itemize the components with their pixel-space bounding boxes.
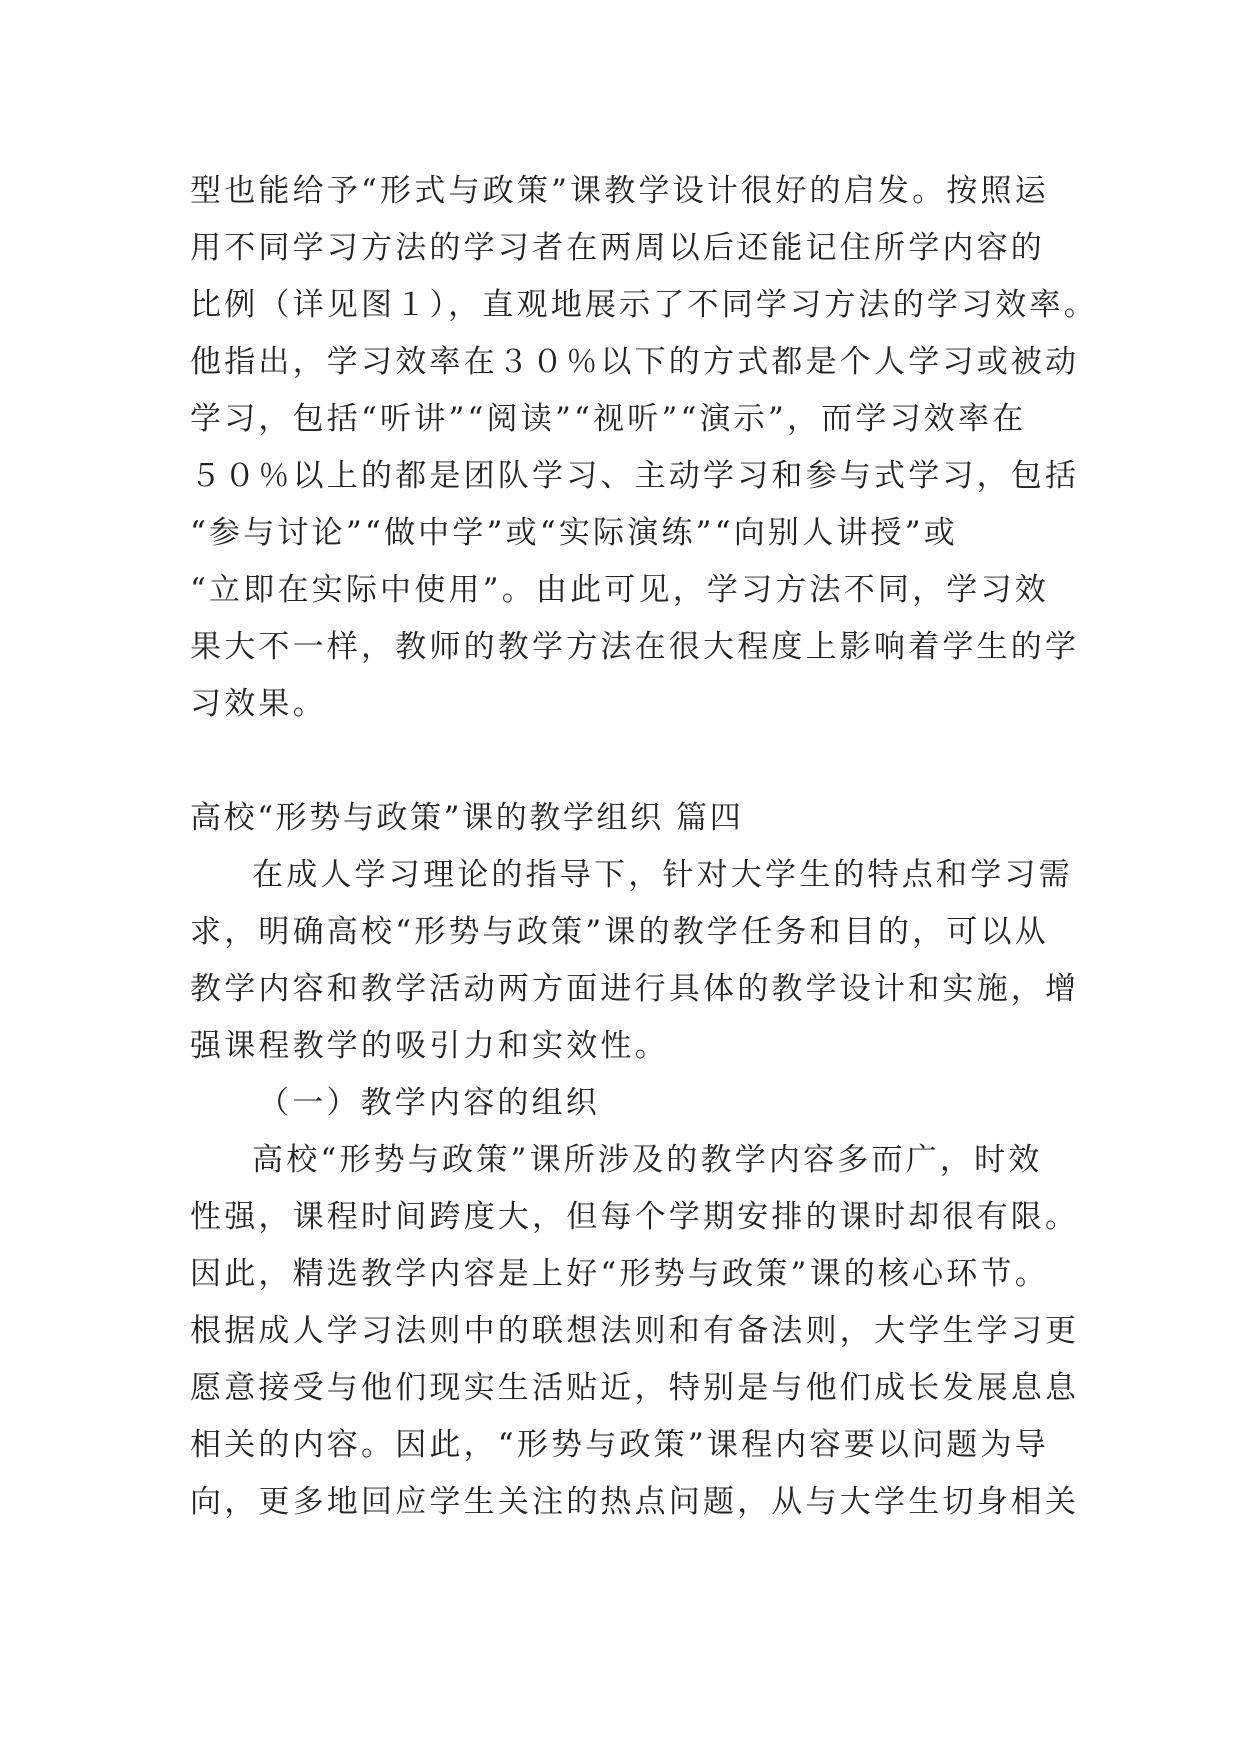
- paragraph-line: 因此，精选教学内容是上好“形势与政策”课的核心环节。: [190, 1256, 1049, 1292]
- paragraph-line: 果大不一样，教师的教学方法在很大程度上影响着学生的学: [190, 629, 1080, 665]
- section-heading: 高校“形势与政策”课的教学组织 篇四: [190, 800, 744, 836]
- paragraph-line: 习效果。: [190, 686, 327, 722]
- paragraph-line: “参与讨论”“做中学”或“实际演练”“向别人讲授”或: [190, 515, 958, 551]
- paragraph-line: 根据成人学习法则中的联想法则和有备法则，大学生学习更: [190, 1313, 1080, 1349]
- paragraph-line: 求，明确高校“形势与政策”课的教学任务和目的，可以从: [190, 914, 1049, 950]
- paragraph-line: 强课程教学的吸引力和实效性。: [190, 1028, 669, 1064]
- paragraph-line: 比例（详见图１），直观地展示了不同学习方法的学习效率。: [190, 287, 1098, 323]
- paragraph-line: 教学内容和教学活动两方面进行具体的教学设计和实施，增: [190, 971, 1080, 1007]
- paragraph-line: 性强，课程时间跨度大，但每个学期安排的课时却很有限。: [190, 1199, 1080, 1235]
- subheading: （一）教学内容的组织: [258, 1085, 600, 1121]
- paragraph-line: 相关的内容。因此，“形势与政策”课程内容要以问题为导: [190, 1427, 1049, 1463]
- paragraph-line: ５０％以上的都是团队学习、主动学习和参与式学习，包括: [190, 458, 1080, 494]
- paragraph-line: 学习，包括“听讲”“阅读”“视听”“演示”，而学习效率在: [190, 401, 1027, 437]
- paragraph-line: 他指出，学习效率在３０％以下的方式都是个人学习或被动: [190, 344, 1080, 380]
- paragraph-line: 向，更多地回应学生关注的热点问题，从与大学生切身相关: [190, 1484, 1080, 1520]
- paragraph-line: 用不同学习方法的学习者在两周以后还能记住所学内容的: [190, 230, 1045, 266]
- paragraph-line: 在成人学习理论的指导下，针对大学生的特点和学习需: [252, 857, 1073, 893]
- paragraph-line: 型也能给予“形式与政策”课教学设计很好的启发。按照运: [190, 173, 1049, 209]
- paragraph-line: 愿意接受与他们现实生活贴近，特别是与他们成长发展息息: [190, 1370, 1080, 1406]
- paragraph-line: 高校“形势与政策”课所涉及的教学内容多而广，时效: [252, 1142, 1043, 1178]
- paragraph-line: “立即在实际中使用”。由此可见，学习方法不同，学习效: [190, 572, 1049, 608]
